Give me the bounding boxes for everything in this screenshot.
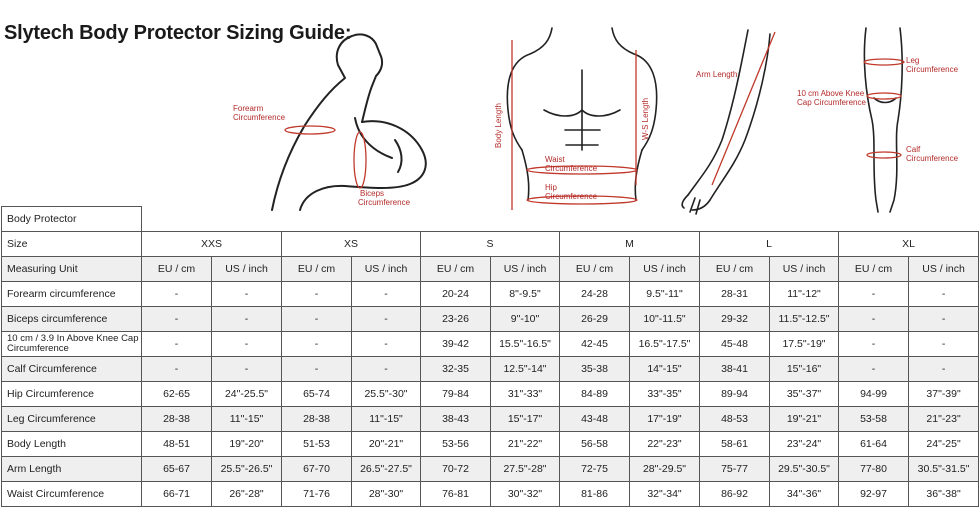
table-cell: 65-74: [282, 382, 352, 407]
table-cell: 71-76: [282, 482, 352, 507]
table-cell: 37"-39": [909, 382, 979, 407]
waist-label-2: Circumference: [545, 164, 598, 173]
table-cell: 9"-10": [491, 307, 560, 332]
unit-eu: EU / cm: [560, 257, 630, 282]
table-cell: 8"-9.5": [491, 282, 560, 307]
table-cell: 11.5"-12.5": [770, 307, 839, 332]
unit-us: US / inch: [909, 257, 979, 282]
leg-measure-ring: [864, 59, 904, 65]
table-cell: -: [909, 282, 979, 307]
size-l: L: [700, 232, 839, 257]
biceps-measure-ring: [354, 132, 366, 188]
knee-label-1: 10 cm Above Knee: [797, 89, 865, 98]
table-cell: -: [212, 282, 282, 307]
size-label: Size: [2, 232, 142, 257]
sizing-table: [1, 206, 979, 507]
ws-length-label: W-S Length: [641, 97, 650, 140]
forearm-label-2: Circumference: [233, 113, 286, 122]
unit-eu: EU / cm: [839, 257, 909, 282]
table-cell: 77-80: [839, 457, 909, 482]
table-cell: 70-72: [421, 457, 491, 482]
table-cell: 48-53: [700, 407, 770, 432]
table-cell: 14"-15": [630, 357, 700, 382]
unit-eu: EU / cm: [142, 257, 212, 282]
table-cell: -: [839, 357, 909, 382]
table-row: [2, 357, 979, 382]
table-cell: 17"-19": [630, 407, 700, 432]
table-cell: 43-48: [560, 407, 630, 432]
waist-label-1: Waist: [545, 155, 565, 164]
table-cell: 42-45: [560, 332, 630, 357]
table-cell: -: [839, 307, 909, 332]
calf-measure-ring: [867, 152, 901, 158]
size-xxs: XXS: [142, 232, 282, 257]
table-cell: -: [142, 307, 212, 332]
table-cell: 9.5"-11": [630, 282, 700, 307]
unit-row: [2, 257, 979, 282]
table-row: [2, 482, 979, 507]
table-cell: 86-92: [700, 482, 770, 507]
table-cell: 17.5"-19": [770, 332, 839, 357]
table-cell: 20-24: [421, 282, 491, 307]
table-cell: 19"-20": [212, 432, 282, 457]
table-cell: 19"-21": [770, 407, 839, 432]
table-cell: 38-41: [700, 357, 770, 382]
page-title: Slytech Body Protector Sizing Guide:: [4, 22, 352, 44]
table-cell: 11"-15": [212, 407, 282, 432]
forearm-measure-ring: [285, 126, 335, 134]
table-row: [2, 432, 979, 457]
table-row: [2, 457, 979, 482]
table-cell: 25.5"-26.5": [212, 457, 282, 482]
unit-us: US / inch: [770, 257, 839, 282]
table-cell: 21"-23": [909, 407, 979, 432]
table-row: [2, 382, 979, 407]
table-cell: 35-38: [560, 357, 630, 382]
table-cell: 26-29: [560, 307, 630, 332]
biceps-label-2: Circumference: [358, 198, 411, 207]
table-cell: 23-26: [421, 307, 491, 332]
table-cell: 32-35: [421, 357, 491, 382]
table-cell: 58-61: [700, 432, 770, 457]
table-cell: 89-94: [700, 382, 770, 407]
body-length-label: Body Length: [494, 103, 503, 148]
size-m: M: [560, 232, 700, 257]
table-cell: 76-81: [421, 482, 491, 507]
body-measurement-illustrations: [0, 0, 980, 215]
table-cell: 28-38: [282, 407, 352, 432]
biceps-label-1: Biceps: [360, 189, 385, 198]
table-cell: -: [142, 282, 212, 307]
row-label: Leg Circumference: [2, 407, 142, 432]
table-cell: 12.5"-14": [491, 357, 560, 382]
arm-length-label: Arm Length: [696, 70, 738, 79]
hip-label-2: Circumference: [545, 192, 598, 201]
hip-label-1: Hip: [545, 183, 558, 192]
table-cell: 26.5"-27.5": [352, 457, 421, 482]
table-cell: -: [282, 332, 352, 357]
table-cell: -: [282, 307, 352, 332]
row-label: Calf Circumference: [2, 357, 142, 382]
unit-eu: EU / cm: [421, 257, 491, 282]
table-cell: 34"-36": [770, 482, 839, 507]
table-cell: -: [909, 332, 979, 357]
size-xl: XL: [839, 232, 979, 257]
table-cell: 56-58: [560, 432, 630, 457]
table-cell: 21"-22": [491, 432, 560, 457]
row-label: Biceps circumference: [2, 307, 142, 332]
table-cell: 39-42: [421, 332, 491, 357]
table-row: [2, 407, 979, 432]
table-cell: 51-53: [282, 432, 352, 457]
row-label: Hip Circumference: [2, 382, 142, 407]
table-cell: 22"-23": [630, 432, 700, 457]
table-cell: -: [282, 282, 352, 307]
table-cell: 65-67: [142, 457, 212, 482]
table-cell: -: [352, 357, 421, 382]
table-cell: 53-56: [421, 432, 491, 457]
table-cell: 15"-17": [491, 407, 560, 432]
row-label: Arm Length: [2, 457, 142, 482]
table-cell: 28-38: [142, 407, 212, 432]
table-row: [2, 282, 979, 307]
table-cell: 30"-32": [491, 482, 560, 507]
table-cell: 29.5"-30.5": [770, 457, 839, 482]
table-cell: 26"-28": [212, 482, 282, 507]
table-cell: -: [352, 307, 421, 332]
unit-us: US / inch: [352, 257, 421, 282]
row-label: Waist Circumference: [2, 482, 142, 507]
table-cell: -: [352, 332, 421, 357]
table-cell: 94-99: [839, 382, 909, 407]
leg-label-1: Leg: [906, 56, 920, 65]
table-cell: 33"-35": [630, 382, 700, 407]
table-cell: 61-64: [839, 432, 909, 457]
unit-eu: EU / cm: [700, 257, 770, 282]
table-cell: 62-65: [142, 382, 212, 407]
unit-us: US / inch: [212, 257, 282, 282]
table-cell: 24"-25.5": [212, 382, 282, 407]
table-cell: 84-89: [560, 382, 630, 407]
table-cell: -: [212, 332, 282, 357]
table-cell: 11"-12": [770, 282, 839, 307]
table-cell: 23"-24": [770, 432, 839, 457]
flexed-arm-illustration: [272, 34, 426, 210]
forearm-label-1: Forearm: [233, 104, 264, 113]
table-cell: 10"-11.5": [630, 307, 700, 332]
table-cell: -: [212, 307, 282, 332]
table-cell: 75-77: [700, 457, 770, 482]
body-protector-header: Body Protector: [2, 207, 142, 232]
table-cell: 28-31: [700, 282, 770, 307]
table-cell: -: [282, 357, 352, 382]
calf-label-2: Circumference: [906, 154, 959, 163]
row-label: Forearm circumference: [2, 282, 142, 307]
table-cell: -: [212, 357, 282, 382]
table-cell: 15"-16": [770, 357, 839, 382]
size-xs: XS: [282, 232, 421, 257]
table-cell: 25.5"-30": [352, 382, 421, 407]
table-row: [2, 332, 979, 357]
table-cell: 15.5"-16.5": [491, 332, 560, 357]
size-s: S: [421, 232, 560, 257]
table-cell: 32"-34": [630, 482, 700, 507]
table-cell: 31"-33": [491, 382, 560, 407]
calf-label-1: Calf: [906, 145, 921, 154]
table-cell: -: [839, 332, 909, 357]
table-cell: 81-86: [560, 482, 630, 507]
table-cell: 38-43: [421, 407, 491, 432]
table-cell: 79-84: [421, 382, 491, 407]
knee-label-2: Cap Circumference: [797, 98, 866, 107]
row-label: 10 cm / 3.9 In Above Knee Cap Circumference: [2, 332, 142, 357]
table-cell: 72-75: [560, 457, 630, 482]
header-spacer: [142, 207, 979, 232]
table-cell: -: [142, 357, 212, 382]
unit-label: Measuring Unit: [2, 257, 142, 282]
table-cell: 36"-38": [909, 482, 979, 507]
table-cell: 11"-15": [352, 407, 421, 432]
table-cell: -: [909, 357, 979, 382]
table-cell: 27.5"-28": [491, 457, 560, 482]
unit-us: US / inch: [630, 257, 700, 282]
table-header-row: [2, 207, 979, 232]
table-cell: 30.5"-31.5": [909, 457, 979, 482]
table-cell: 29-32: [700, 307, 770, 332]
straight-arm-illustration: [682, 30, 770, 214]
table-cell: 16.5"-17.5": [630, 332, 700, 357]
table-cell: -: [909, 307, 979, 332]
unit-eu: EU / cm: [282, 257, 352, 282]
unit-us: US / inch: [491, 257, 560, 282]
table-cell: 28"-30": [352, 482, 421, 507]
table-cell: 35"-37": [770, 382, 839, 407]
leg-label-2: Circumference: [906, 65, 959, 74]
table-cell: -: [142, 332, 212, 357]
table-cell: 24"-25": [909, 432, 979, 457]
knee-measure-ring: [867, 93, 901, 99]
table-cell: 67-70: [282, 457, 352, 482]
table-cell: 24-28: [560, 282, 630, 307]
table-cell: 20"-21": [352, 432, 421, 457]
table-cell: 66-71: [142, 482, 212, 507]
table-cell: 45-48: [700, 332, 770, 357]
table-cell: 48-51: [142, 432, 212, 457]
table-cell: 53-58: [839, 407, 909, 432]
table-cell: -: [839, 282, 909, 307]
row-label: Body Length: [2, 432, 142, 457]
table-row: [2, 307, 979, 332]
size-row: [2, 232, 979, 257]
table-cell: 92-97: [839, 482, 909, 507]
table-cell: -: [352, 282, 421, 307]
table-cell: 28"-29.5": [630, 457, 700, 482]
leg-illustration: [864, 28, 902, 212]
